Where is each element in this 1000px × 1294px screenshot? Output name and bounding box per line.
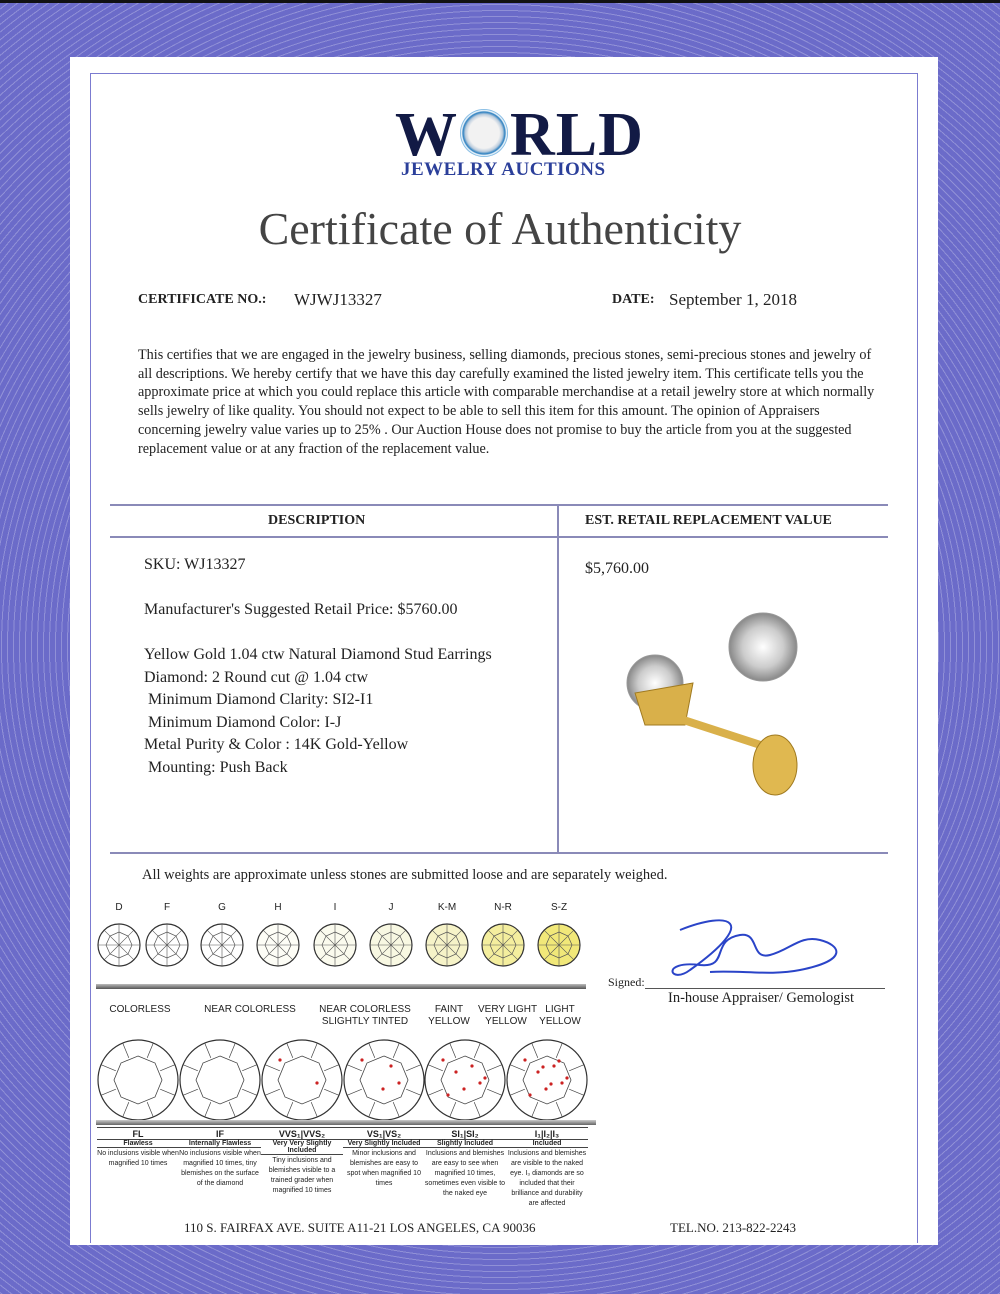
signature-image — [650, 910, 870, 990]
clarity-diamond — [178, 1038, 262, 1122]
clarity-name: Internally Flawless — [179, 1139, 261, 1148]
color-grade-diamond — [311, 921, 359, 969]
clarity-diamond — [260, 1038, 344, 1122]
clarity-name: Included — [506, 1139, 588, 1148]
clarity-diamond — [505, 1038, 589, 1122]
clarity-name: Flawless — [97, 1139, 179, 1148]
color-grade-diamond — [423, 921, 471, 969]
page-title: Certificate of Authenticity — [258, 203, 742, 254]
msrp: Manufacturer's Suggested Retail Price: $5760.00 — [144, 601, 458, 618]
divider — [110, 536, 888, 538]
color-grade-label: F — [163, 902, 171, 913]
color-grade-label: D — [115, 902, 123, 913]
item-details — [144, 644, 492, 780]
divider — [110, 852, 888, 854]
diamond-globe-icon — [460, 109, 508, 157]
clarity-grade — [179, 1127, 261, 1189]
weights-note: All weights are approximate unless stones are submitted loose and are separately weighed. — [142, 867, 668, 883]
color-group-label: FAINT YELLOW — [428, 1004, 470, 1027]
color-grade-diamond — [198, 921, 246, 969]
divider — [557, 504, 559, 853]
color-group-label: VERY LIGHT YELLOW — [478, 1004, 538, 1027]
logo-subtitle: JEWELRY AUCTIONS — [401, 159, 606, 180]
clarity-diamond — [342, 1038, 426, 1122]
item-detail-line: Mounting: Push Back — [144, 758, 288, 776]
clarity-name: Very Slightly Included — [343, 1139, 425, 1148]
color-grade-diamond — [535, 921, 583, 969]
clarity-grade — [261, 1127, 343, 1196]
color-grade-label: G — [218, 902, 226, 913]
clarity-grade: IF — [179, 1127, 261, 1139]
clarity-desc: Inclusions and blemishes are visible to the naked eye. I₃ diamonds are so included that their brilliance and durability are affected — [507, 1150, 587, 1207]
top-rule — [0, 0, 1000, 3]
description-header: DESCRIPTION — [268, 513, 366, 528]
intro-paragraph: This certifies that we are engaged in the jewelry business, selling diamonds, precious stones, semi-precious stones and jewelry of all descriptions. We hereby certify that we have this day carefully examined the listed jewelry item. This certificate tells you the approximate price at which you could replace this article with comparable merchandise at a retail jewelry store at which normally sells jewelry of like quality. You should not expect to be able to sell this item for this amount. The opinion of Appraisers concerning jewelry value varies up to 25% . Our Auction House does not promise to buy the article from you at the suggested replacement value or at any fraction of the replacement value. — [138, 347, 875, 457]
logo-text: RLD — [510, 101, 644, 169]
color-group-label: LIGHT YELLOW — [539, 1004, 581, 1027]
item-detail-line: Yellow Gold 1.04 ctw Natural Diamond Stud Earrings — [144, 646, 492, 663]
clarity-scale-bar — [96, 1120, 596, 1125]
item-detail-line: Minimum Diamond Color: I-J — [144, 713, 342, 731]
sku: SKU: WJ13327 — [144, 556, 246, 573]
clarity-desc: Inclusions and blemishes are easy to see when magnified 10 times, sometimes even visible to the naked eye — [424, 1150, 506, 1197]
color-group-label: COLORLESS — [109, 1004, 171, 1015]
clarity-desc: Minor inclusions and blemishes are easy to spot when magnified 10 times — [347, 1150, 421, 1187]
item-detail-line: Minimum Diamond Clarity: SI2-I1 — [144, 691, 374, 709]
clarity-grade: VVS₁|VVS₂ — [261, 1127, 343, 1139]
signed-label: Signed: — [608, 975, 645, 989]
color-grade-label: I — [333, 902, 337, 913]
color-grade-label: H — [274, 902, 282, 913]
item-detail-line: Diamond: 2 Round cut @ 1.04 ctw — [144, 668, 369, 686]
signer-title: In-house Appraiser/ Gemologist — [668, 990, 855, 1006]
color-grade-label: J — [388, 902, 394, 913]
logo-text: W — [395, 101, 458, 169]
signature-line — [645, 988, 885, 989]
clarity-diamond — [96, 1038, 180, 1122]
divider — [110, 504, 888, 506]
earrings-image — [615, 605, 815, 805]
color-grade-diamond — [95, 921, 143, 969]
color-grade-diamond — [143, 921, 191, 969]
clarity-grade: I₁|I₂|I₃ — [506, 1127, 588, 1139]
clarity-grade: VS₁|VS₂ — [343, 1127, 425, 1139]
footer-address: 110 S. FAIRFAX AVE. SUITE A11-21 LOS ANGELES, CA 90036 — [184, 1220, 536, 1235]
retail-value: $5,760.00 — [585, 560, 649, 577]
clarity-grade — [424, 1127, 506, 1199]
clarity-diamond — [423, 1038, 507, 1122]
clarity-grade — [506, 1127, 588, 1209]
color-grade-label: N-R — [494, 902, 512, 913]
color-group-label: NEAR COLORLESS — [204, 1004, 296, 1015]
clarity-name: Very Very Slightly Included — [261, 1139, 343, 1155]
color-scale-bar — [96, 984, 586, 989]
color-group-label: NEAR COLORLESS SLIGHTLY TINTED — [319, 1004, 411, 1027]
color-grade-diamond — [367, 921, 415, 969]
date-label: DATE: — [612, 292, 655, 307]
color-grade-label: K-M — [437, 902, 457, 913]
clarity-grade: FL — [97, 1127, 179, 1139]
color-grade-label: S-Z — [550, 902, 568, 913]
date: September 1, 2018 — [669, 290, 797, 309]
clarity-grade — [343, 1127, 425, 1189]
clarity-grade — [97, 1127, 179, 1169]
footer-tel: TEL.NO. 213-822-2243 — [670, 1220, 797, 1235]
item-detail-line: Metal Purity & Color : 14K Gold-Yellow — [144, 736, 409, 754]
clarity-desc: Tiny inclusions and blemishes visible to a trained grader when magnified 10 times — [268, 1157, 336, 1194]
clarity-desc: No inclusions visible when magnified 10 times, tiny blemishes on the surface of the diamond — [179, 1150, 261, 1187]
color-grade-diamond — [254, 921, 302, 969]
clarity-name: Slightly Included — [424, 1139, 506, 1148]
certificate-no: WJWJ13327 — [294, 290, 382, 309]
clarity-desc: No inclusions visible when magnified 10 times — [97, 1150, 179, 1167]
color-grade-diamond — [479, 921, 527, 969]
value-header: EST. RETAIL REPLACEMENT VALUE — [585, 513, 832, 528]
certificate-no-label: CERTIFICATE NO.: — [138, 292, 267, 307]
clarity-grade: SI₁|SI₂ — [424, 1127, 506, 1139]
